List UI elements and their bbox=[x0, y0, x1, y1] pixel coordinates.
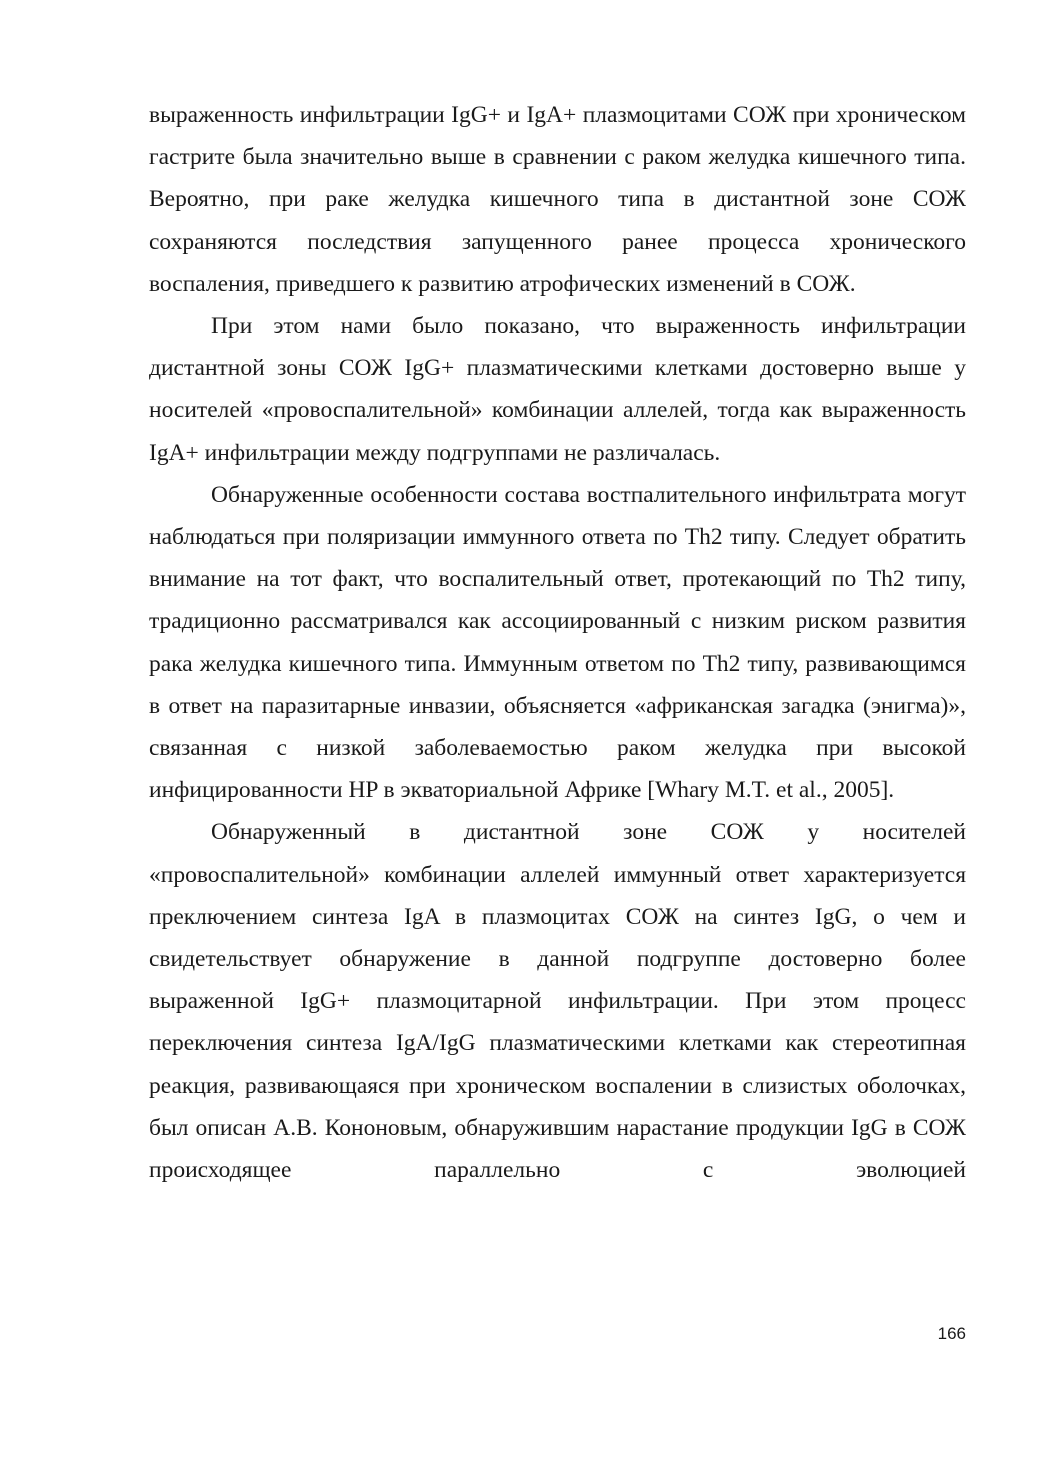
paragraph-igg-infiltration: При этом нами было показано, что выраженность инфильтрации дистантной зоны СОЖ IgG+ плазматическими клетками достоверно выше у носителей «провоспалительной» комбинации аллелей, тогда как выраженность IgA+ инфильтрации между подгруппами не различалась. bbox=[149, 313, 966, 466]
body-text bbox=[149, 94, 966, 1191]
page-number: 166 bbox=[937, 1324, 966, 1343]
paragraph-iga-igg-switch: Обнаруженный в дистантной зоне СОЖ у носителей «провоспалительной» комбинации аллелей иммунный ответ характеризуется преключением синтеза IgA в плазмоцитах СОЖ на синтез IgG, о чем и свидетельствует обнаружение в данной подгруппе достоверно более выраженной IgG+ плазмоцитарной инфильтрации. При этом процесс переключения синтеза IgA/IgG плазматическими клетками как стереотипная реакция, развивающаяся при хроническом воспалении в слизистых оболочках, был описан А.В. Кононовым, обнаружившим нарастание продукции IgG в СОЖ происходящее параллельно с эволюцией bbox=[149, 819, 966, 1184]
paragraph-th2-response: Обнаруженные особенности состава востпалительного инфильтрата могут наблюдаться при поляризации иммунного ответа по Th2 типу. Следует обратить внимание на тот факт, что воспалительный ответ, протекающий по Th2 типу, традиционно рассматривался как ассоциированный с низким риском развития рака желудка кишечного типа. Иммунным ответом по Th2 типу, развивающимся в ответ на паразитарные инвазии, объясняется «африканская загадка (энигма)», связанная с низкой заболеваемостью раком желудка при высокой инфицированности HP в экваториальной Африке [Whary M.T. et al., 2005]. bbox=[149, 481, 966, 804]
paragraph-continuation: выраженность инфильтрации IgG+ и IgA+ плазмоцитами СОЖ при хроническом гастрите была значительно выше в сравнении с раком желудка кишечного типа. Вероятно, при раке желудка кишечного типа в дистантной зоне СОЖ сохраняются последствия запущенного ранее процесса хронического воспаления, приведшего к развитию атрофических изменений в СОЖ. bbox=[149, 102, 966, 297]
